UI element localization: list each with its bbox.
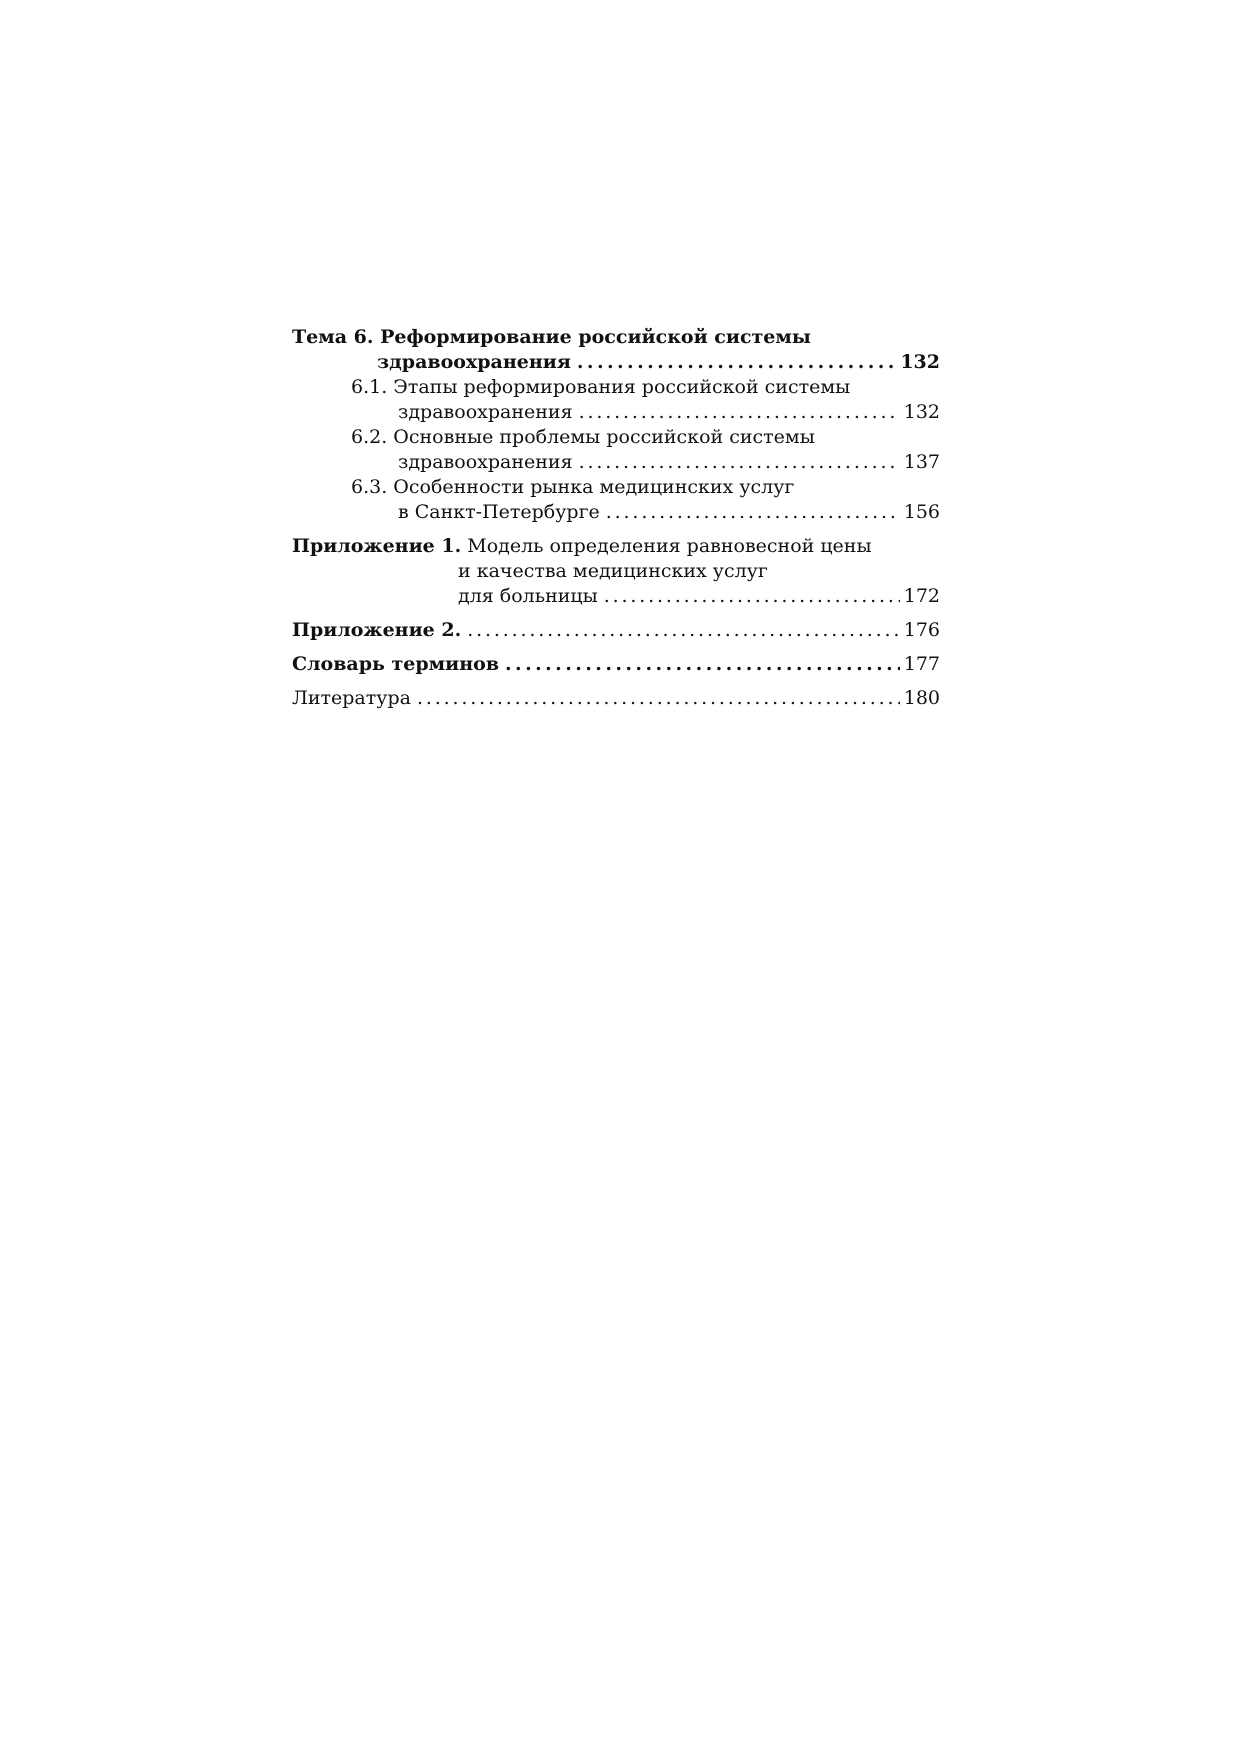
dot-leader [604, 584, 900, 609]
page-number: 180 [903, 687, 940, 709]
page-number: 177 [903, 653, 940, 675]
spacer [292, 609, 940, 618]
toc-topic-6-continuation: здравоохранения . . . 132 [292, 350, 940, 375]
page-number: 137 [903, 451, 940, 473]
toc-section-6-3-continuation: в Санкт-Петербурге . . . 156 [292, 500, 940, 525]
toc-entry-section-6-3 [292, 475, 940, 525]
spacer [292, 677, 940, 686]
dot-leader [505, 652, 900, 677]
dot-leader [467, 618, 900, 643]
toc-appendix-1-line-2: и качества медицинских услуг [458, 560, 768, 582]
dot-leader [579, 450, 900, 475]
page-number: 132 [903, 401, 940, 423]
page-number: 172 [903, 585, 940, 607]
toc-entry-appendix-1 [292, 534, 940, 609]
toc-appendix-1-title: Приложение 1. Модель определения равновесной цены [292, 535, 872, 557]
toc-appendix-1-line-3: для больницы . . . 172 [292, 584, 940, 609]
dot-leader [579, 400, 900, 425]
toc-section-6-2-title: 6.2. Основные проблемы российской системы [351, 426, 815, 448]
toc-entry-glossary: Словарь терминов . . . 177 [292, 652, 940, 677]
toc-topic-6-title: Тема 6. Реформирование российской системы [292, 326, 811, 348]
dot-leader [606, 500, 900, 525]
spacer [292, 525, 940, 534]
dot-leader [417, 686, 900, 711]
page-number: 176 [903, 619, 940, 641]
toc-entry-literature: Литература . . . 180 [292, 686, 940, 711]
table-of-contents [292, 325, 940, 711]
appendix-1-label: Приложение 1. [292, 535, 462, 557]
toc-entry-topic-6 [292, 325, 940, 375]
page-number: 132 [900, 351, 940, 373]
page-number: 156 [903, 501, 940, 523]
toc-section-6-1-continuation: здравоохранения . . . 132 [292, 400, 940, 425]
dot-leader [577, 350, 896, 375]
toc-entry-appendix-2: Приложение 2. . . . 176 [292, 618, 940, 643]
toc-entry-section-6-1 [292, 375, 940, 425]
toc-section-6-3-title: 6.3. Особенности рынка медицинских услуг [351, 476, 795, 498]
toc-entry-section-6-2 [292, 425, 940, 475]
toc-section-6-1-title: 6.1. Этапы реформирования российской системы [351, 376, 851, 398]
toc-section-6-2-continuation: здравоохранения . . . 137 [292, 450, 940, 475]
spacer [292, 643, 940, 652]
